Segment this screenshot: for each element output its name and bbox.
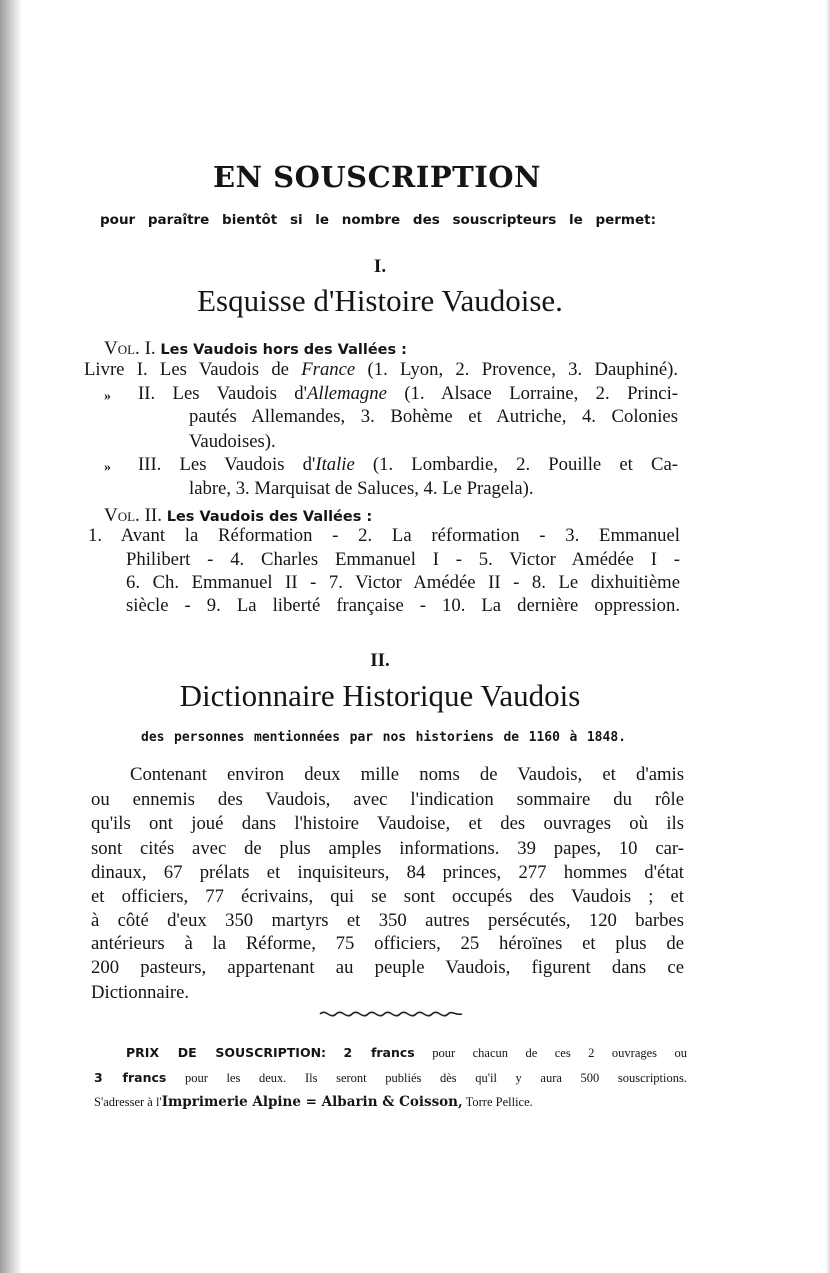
livre-1-country: France (301, 359, 356, 380)
volume-2-line: Philibert - 4. Charles Emmanuel I - 5. Victor Amédée I - (126, 549, 680, 570)
price-value: 3 francs (94, 1070, 167, 1085)
volume-prefix: Vol. (104, 505, 140, 526)
volume-2-line: 6. Ch. Emmanuel II - 7. Victor Amédée II - 8. Le dixhuitième (126, 572, 680, 593)
volume-2-header (104, 505, 372, 527)
paragraph-line: sont cités avec de plus amples informations. 39 papes, 10 car- (91, 838, 684, 859)
volume-2-line: 1. Avant la Réformation - 2. La réformation - 3. Emmanuel (88, 525, 680, 546)
section-heading-esquisse: Esquisse d'Histoire Vaudoise. (197, 283, 563, 318)
livre-2-line (138, 383, 678, 405)
printer-name: Imprimerie Alpine = Albarin & Coisson, (161, 1094, 463, 1110)
volume-prefix: Vol. (104, 338, 140, 359)
volume-number: II. (144, 505, 162, 526)
price-value: 2 francs (343, 1045, 415, 1060)
livre-3-country: Italie (315, 454, 355, 475)
paragraph-line: 200 pasteurs, appartenant au peuple Vaudois, figurent dans ce (91, 957, 684, 978)
section-numeral-2: II. (370, 650, 390, 671)
price-line (94, 1070, 687, 1086)
volume-2-line: siècle - 9. La liberté française - 10. La dernière oppression. (126, 595, 680, 616)
ditto-mark: » (104, 460, 111, 475)
livre-3-line (138, 454, 678, 476)
scanned-page-edge-right (826, 0, 830, 1273)
paragraph-line: et officiers, 77 écrivains, qui se sont occupés des Vaudois ; et (91, 886, 684, 907)
livre-2-contents: (1. Alsace Lorraine, 2. Princi- (386, 383, 678, 404)
paragraph-line: qu'ils ont joué dans l'histoire Vaudoise, et des ouvrages où ils (91, 813, 684, 834)
price-description: pour les deux. Ils seront publiés dès qu'il y aura 500 souscriptions. (184, 1071, 687, 1085)
livre-2-country: Allemagne (306, 383, 387, 404)
address-line (94, 1094, 533, 1110)
livre-2-text: II. Les Vaudois d' (138, 383, 307, 404)
paragraph-line: Dictionnaire. (91, 982, 190, 1003)
decorative-wave-divider (318, 1004, 464, 1022)
livre-1-line (84, 359, 678, 381)
livre-2-continuation: pautés Allemandes, 3. Bohème et Autriche, 4. Colonies (189, 406, 678, 427)
address-prefix: S'adresser à l' (94, 1095, 162, 1109)
price-label: PRIX DE SOUSCRIPTION: (126, 1045, 327, 1060)
livre-3-text: III. Les Vaudois d' (138, 454, 316, 475)
price-line (126, 1045, 687, 1061)
paragraph-line: antérieurs à la Réforme, 75 officiers, 25 héroïnes et plus de (91, 933, 684, 954)
paragraph-line: dinaux, 67 prélats et inquisiteurs, 84 princes, 277 hommes d'état (91, 862, 684, 883)
livre-2-continuation: Vaudoises). (189, 431, 276, 452)
volume-title: Les Vaudois hors des Vallées : (160, 342, 407, 358)
paragraph-line: Contenant environ deux mille noms de Vaudois, et d'amis (130, 764, 684, 785)
livre-3-contents: (1. Lombardie, 2. Pouille et Ca- (354, 454, 678, 475)
livre-3-continuation: labre, 3. Marquisat de Saluces, 4. Le Pragela). (189, 478, 534, 499)
dictionary-subheading: des personnes mentionnées par nos historiens de 1160 à 1848. (141, 730, 626, 745)
ditto-mark: » (104, 389, 111, 404)
page-subtitle: pour paraître bientôt si le nombre des souscripteurs le permet: (100, 212, 656, 228)
volume-number: I. (144, 338, 156, 359)
page-title: EN SOUSCRIPTION (212, 160, 542, 194)
section-numeral-1: I. (373, 256, 387, 277)
paragraph-line: ou ennemis des Vaudois, avec l'indication sommaire du rôle (91, 789, 684, 810)
address-town: Torre Pellice. (465, 1095, 533, 1109)
livre-1-text: Livre I. Les Vaudois de (84, 359, 302, 380)
volume-1-header (104, 338, 407, 360)
section-heading-dictionnaire: Dictionnaire Historique Vaudois (179, 678, 581, 713)
livre-1-contents: (1. Lyon, 2. Provence, 3. Dauphiné). (355, 359, 679, 380)
price-description: pour chacun de ces 2 ouvrages ou (432, 1046, 688, 1060)
paragraph-line: à côté d'eux 350 martyrs et 350 autres persécutés, 120 barbes (91, 910, 684, 931)
volume-title: Les Vaudois des Vallées : (166, 509, 373, 525)
